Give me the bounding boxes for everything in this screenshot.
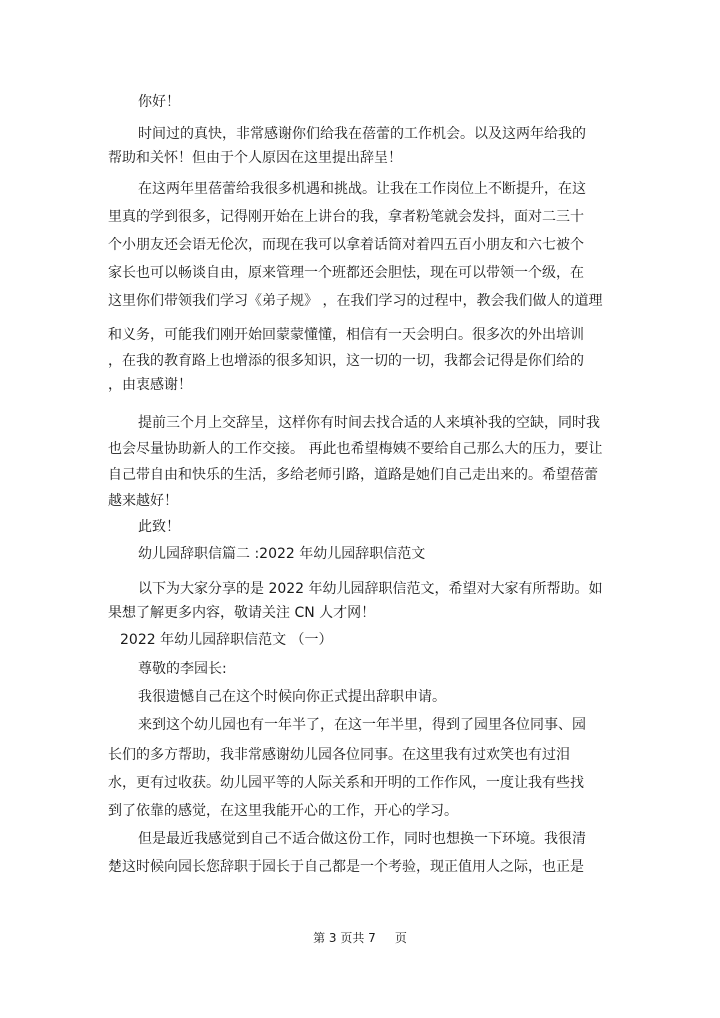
letter-title: 2022 年幼儿园辞职信范文 （一）: [120, 632, 333, 648]
page-footer: 第 3 页共 7 页: [313, 931, 407, 945]
paragraph-line: 提前三个月上交辞呈，这样你有时间去找合适的人来填补我的空缺，同时我: [138, 415, 600, 431]
paragraph-line: 时间过的真快，非常感谢你们给我在蓓蕾的工作机会。以及这两年给我的: [138, 126, 586, 142]
paragraph-line: ，由衷感谢！: [108, 377, 192, 393]
paragraph-line: 但是最近我感觉到自己不适合做这份工作，同时也想换一下环境。我很清: [138, 831, 586, 847]
greeting-line: 你好！: [138, 94, 180, 110]
paragraph-line: 长们的多方帮助，我非常感谢幼儿园各位同事。在这里我有过欢笑也有过泪: [108, 747, 570, 763]
paragraph-line: 里真的学到很多，记得刚开始在上讲台的我，拿者粉笔就会发抖，面对二三十: [108, 209, 584, 225]
paragraph-line: 自己带自由和快乐的生活，多给老师引路，道路是她们自己走出来的。希望蓓蕾: [108, 467, 598, 483]
paragraph-line: 这里你们带领我们学习《弟子规》 ，在我们学习的过程中，教会我们做人的道理: [108, 293, 603, 309]
paragraph-line: 来到这个幼儿园也有一年半了，在这一年半里，得到了园里各位同事、园: [138, 717, 586, 733]
closing-line: 此致！: [138, 519, 180, 535]
paragraph-line: 我很遗憾自己在这个时候向你正式提出辞职申请。: [138, 689, 446, 705]
paragraph-line: 个小朋友还会语无伦次，而现在我可以拿着话筒对着四五百小朋友和六七被个: [108, 237, 584, 253]
paragraph-line: 和义务，可能我们刚开始回蒙蒙懂懂，相信有一天会明白。很多次的外出培训: [108, 327, 584, 343]
salutation-line: 尊敬的李园长:: [138, 661, 227, 677]
paragraph-line: 帮助和关怀！但由于个人原因在这里提出辞呈！: [108, 150, 402, 166]
paragraph-line: 也会尽量协助新人的工作交接。 再此也希望梅姨不要给自己那么大的压力，要让: [108, 441, 603, 457]
paragraph-line: 果想了解更多内容，敬请关注 CN 人才网！: [108, 605, 376, 621]
paragraph-line: 越来越好！: [108, 493, 178, 509]
paragraph-line: 水，更有过收获。幼儿园平等的人际关系和开明的工作作风，一度让我有些找: [108, 775, 584, 791]
paragraph-line: 以下为大家分享的是 2022 年幼儿园辞职信范文，希望对大家有所帮助。如: [138, 581, 603, 597]
paragraph-line: ，在我的教育路上也增添的很多知识，这一切的一切，我都会记得是你们给的: [108, 353, 584, 369]
paragraph-line: 在这两年里蓓蕾给我很多机遇和挑战。让我在工作岗位上不断提升，在这: [138, 181, 586, 197]
paragraph-line: 到了依靠的感觉，在这里我能开心的工作，开心的学习。: [108, 803, 458, 819]
paragraph-line: 家长也可以畅谈自由，原来管理一个班都还会胆怯，现在可以带领一个级，在: [108, 265, 584, 281]
section-heading: 幼儿园辞职信篇二 :2022 年幼儿园辞职信范文: [138, 546, 426, 562]
paragraph-line: 楚这时候向园长您辞职于园长于自己都是一个考验，现正值用人之际，也正是: [108, 859, 584, 875]
